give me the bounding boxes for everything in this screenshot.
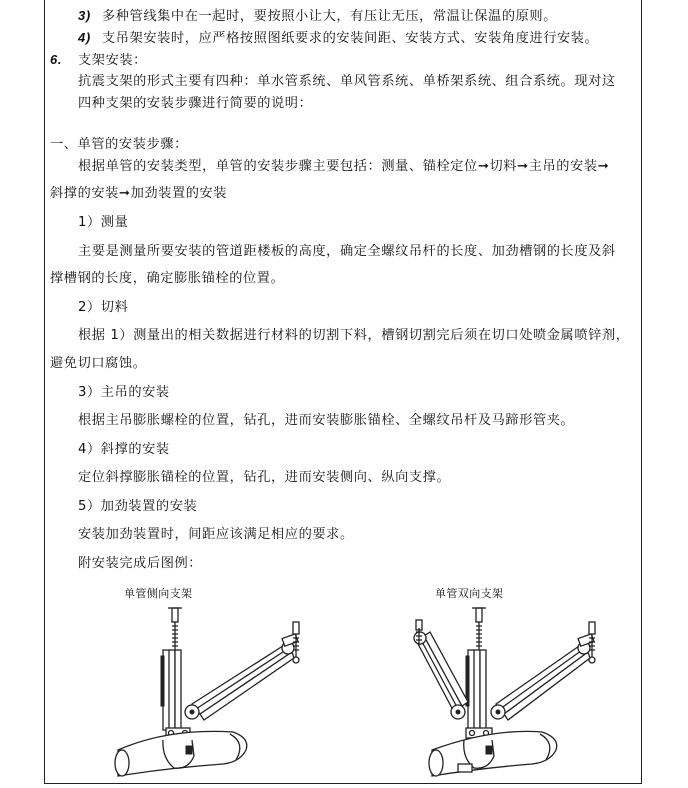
item-text: 多种管线集中在一起时，要按照小让大，有压让无压，常温让保温的原则。: [102, 9, 557, 24]
step-label: 5）加劲装置的安装: [78, 499, 198, 514]
paragraph-line: 根据 1）测量出的相关数据进行材料的切割下料，槽钢切割完后须在切口处喷金属喷锌剂，: [78, 328, 630, 343]
step-label: 3）主吊的安装: [78, 385, 170, 400]
paragraph-line: 撑槽钢的长度，确定膨胀锚栓的位置。: [50, 271, 285, 286]
step-label: 4）斜撑的安装: [78, 442, 170, 457]
section-title: 支架安装：: [78, 53, 147, 68]
subsection-heading: 一、单管的安装步骤：: [50, 137, 188, 152]
item-number: 3): [78, 8, 91, 23]
section-number: 6.: [50, 52, 63, 67]
single-pipe-bidirectional-brace-drawing: [392, 600, 622, 782]
list-item: [78, 29, 598, 48]
paragraph-line: 四种支架的安装步骤进行简要的说明：: [78, 96, 313, 111]
step-label: 2）切料: [78, 300, 129, 315]
paragraph-line: 主要是测量所要安装的管道距楼板的高度，确定全螺纹吊杆的长度、加劲槽钢的长度及斜: [78, 244, 616, 259]
step-label: 1）测量: [78, 215, 129, 230]
figure-caption: 单管侧向支架: [124, 587, 193, 600]
paragraph-line: 安装加劲装置时，间距应该满足相应的要求。: [78, 527, 354, 542]
single-pipe-lateral-brace-drawing: [108, 600, 338, 782]
paragraph-line: 根据主吊膨胀螺栓的位置，钻孔，进而安装膨胀锚栓、全螺纹吊杆及马蹄形管夹。: [78, 413, 575, 428]
paragraph-line: 抗震支架的形式主要有四种：单水管系统、单风管系统、单桥架系统、组合系统。现对这: [78, 74, 616, 89]
item-number: 4): [78, 30, 91, 45]
paragraph-line: 避免切口腐蚀。: [50, 356, 147, 371]
paragraph-line: 根据单管的安装类型，单管的安装步骤主要包括：测量、锚栓定位➞切料➞主吊的安装➞: [78, 159, 610, 174]
figure-note: 附安装完成后图例：: [78, 556, 203, 571]
figure-caption: 单管双向支架: [435, 587, 504, 600]
paragraph-line: 定位斜撑膨胀锚栓的位置，钻孔，进而安装侧向、纵向支撑。: [78, 470, 451, 485]
section-heading: [50, 51, 147, 70]
list-item: [78, 7, 557, 26]
paragraph-line: 斜撑的安装➞加劲装置的安装: [50, 186, 228, 201]
item-text: 支吊架安装时，应严格按照图纸要求的安装间距、安装方式、安装角度进行安装。: [102, 31, 599, 46]
